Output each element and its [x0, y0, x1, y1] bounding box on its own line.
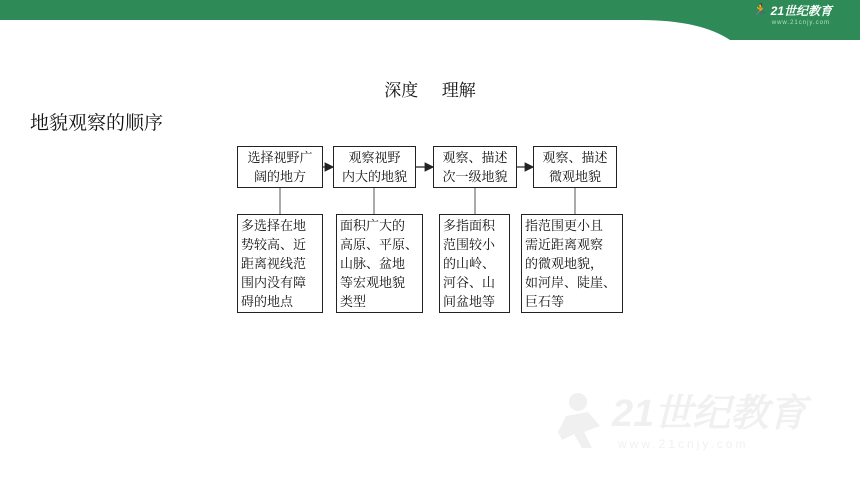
- detail-2-line-4: 等宏观地貌: [340, 276, 406, 291]
- brand-url: www.21cnjy.com: [771, 20, 830, 26]
- svg-text:21世纪教育: 21世纪教育: [612, 393, 807, 435]
- detail-4-line-3: 的微观地貌，: [525, 257, 604, 272]
- step-2-line-1: 观察视野: [348, 151, 401, 166]
- svg-text:www.21cnjy.com: www.21cnjy.com: [618, 437, 749, 451]
- detail-2-line-2: 高原、平原、: [340, 238, 419, 253]
- step-3-line-2: 次一级地貌: [442, 170, 508, 185]
- step-box-2: [333, 146, 416, 188]
- detail-2-line-1: 面积广大的: [340, 219, 406, 234]
- step-1-line-2: 阔的地方: [253, 170, 306, 185]
- step-2-line-2: 内大的地貌: [341, 170, 407, 185]
- step-3-line-1: 观察、描述: [442, 151, 508, 166]
- detail-box-2: [336, 214, 423, 313]
- section-title-part2: 理解: [441, 81, 476, 101]
- detail-3-line-1: 多指面积: [443, 219, 496, 234]
- watermark-logo: [548, 382, 838, 454]
- detail-3-line-5: 间盆地等: [443, 295, 496, 310]
- detail-1-line-1: 多选择在地: [241, 219, 307, 234]
- detail-3-line-2: 范围较小: [443, 238, 496, 253]
- detail-3-line-3: 的山岭、: [443, 257, 496, 272]
- detail-1-line-4: 围内没有障: [241, 276, 307, 291]
- detail-4-line-1: 指范围更小且: [525, 219, 604, 234]
- detail-1-line-5: 碍的地点: [241, 295, 294, 310]
- detail-4-line-4: 如河岸、陡崖、: [525, 276, 617, 291]
- step-1-line-1: 选择视野广: [247, 151, 313, 166]
- detail-1-line-2: 势较高、近: [241, 238, 307, 253]
- step-box-3: [433, 146, 517, 188]
- section-title-part1: 深度: [384, 81, 419, 101]
- detail-box-3: [439, 214, 510, 313]
- brand-logo-text: 21世纪教育: [770, 3, 832, 18]
- detail-4-line-5: 巨石等: [525, 295, 565, 310]
- detail-1-line-3: 距离视线范: [241, 257, 307, 272]
- detail-2-line-5: 类型: [340, 295, 367, 310]
- step-box-1: [237, 146, 323, 188]
- step-4-line-1: 观察、描述: [542, 151, 608, 166]
- runner-icon: 🏃: [751, 3, 767, 17]
- page-heading: 地貌观察的顺序: [30, 112, 164, 134]
- step-4-line-2: 微观地貌: [548, 170, 601, 185]
- detail-box-4: [521, 214, 623, 313]
- detail-4-line-2: 需近距离观察: [525, 238, 604, 253]
- step-box-4: [533, 146, 617, 188]
- detail-box-1: [237, 214, 323, 313]
- detail-2-line-3: 山脉、盆地: [340, 257, 406, 272]
- detail-3-line-4: 河谷、山: [443, 276, 496, 291]
